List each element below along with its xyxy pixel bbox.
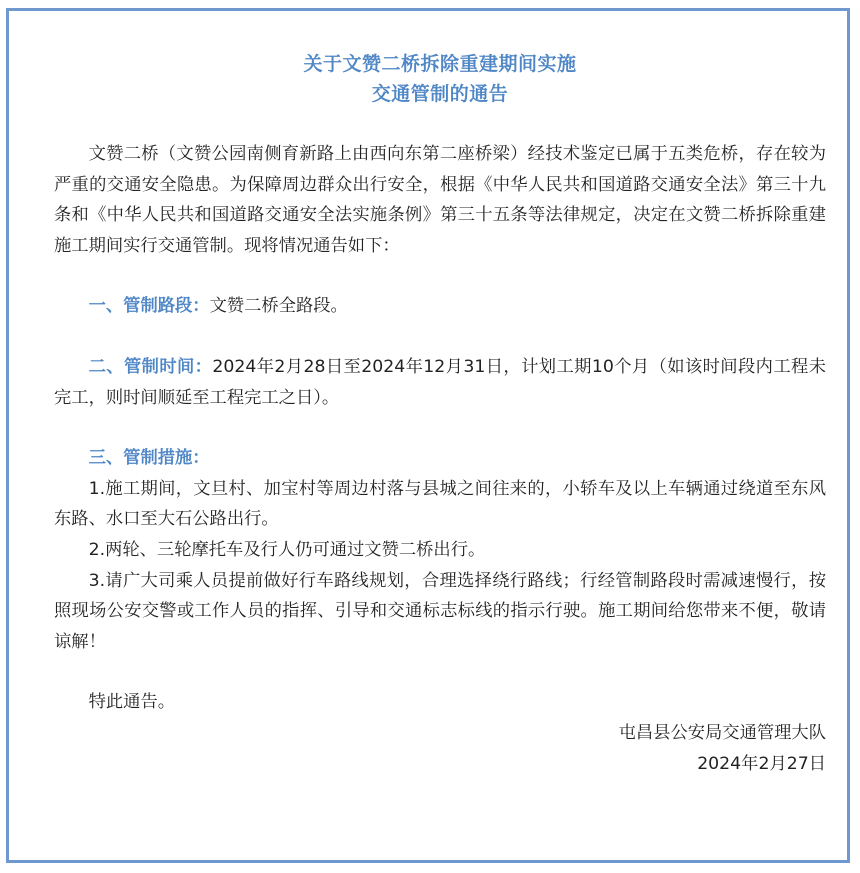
section-road-text: 文赞二桥全路段。: [209, 296, 348, 317]
signature-date: 2024年2月27日: [697, 753, 826, 774]
closing-text: 特此通告。: [88, 692, 176, 713]
notice-content: [54, 49, 826, 779]
section-road-label: 一、管制路段：: [88, 296, 210, 317]
section-measures-label: 三、管制措施：: [88, 448, 210, 469]
measure-item-3: 3.请广大司乘人员提前做好行车路线规划，合理选择绕行路线；行经管制路段时需减速慢行，按照现场公安交警或工作人员的指挥、引导和交通标志标线的指示行驶。施工期间给您带来不便，敬请谅解！: [54, 570, 826, 652]
title-line-1: 关于文赞二桥拆除重建期间实施: [303, 53, 577, 75]
section-road: [54, 291, 826, 322]
section-time: [54, 352, 826, 413]
section-time-text: 2024年2月28日至2024年12月31日，计划工期10个月（如该时间段内工程未完工，则时间顺延至工程完工之日）。: [54, 356, 826, 408]
intro-paragraph: 文赞二桥（文赞公园南侧育新路上由西向东第二座桥梁）经技术鉴定已属于五类危桥，存在较为严重的交通安全隐患。为保障周边群众出行安全，根据《中华人民共和国道路交通安全法》第三十九条和《中华人民共和国道路交通安全法实施条例》第三十五条等法律规定，决定在文赞二桥拆除重建施工期间实行交通管制。现将情况通告如下：: [54, 144, 826, 256]
measure-item-1: 1.施工期间，文旦村、加宝村等周边村落与县城之间往来的，小轿车及以上车辆通过绕道至东风东路、水口至大石公路出行。: [54, 478, 826, 530]
notice-title: [54, 49, 826, 109]
notice-frame: [6, 8, 850, 863]
title-line-2: 交通管制的通告: [371, 83, 509, 105]
section-time-label: 二、管制时间：: [88, 356, 213, 377]
signature-org: 屯昌县公安局交通管理大队: [618, 722, 826, 743]
section-measures: [54, 443, 826, 474]
measure-item-2: 2.两轮、三轮摩托车及行人仍可通过文赞二桥出行。: [88, 539, 486, 560]
